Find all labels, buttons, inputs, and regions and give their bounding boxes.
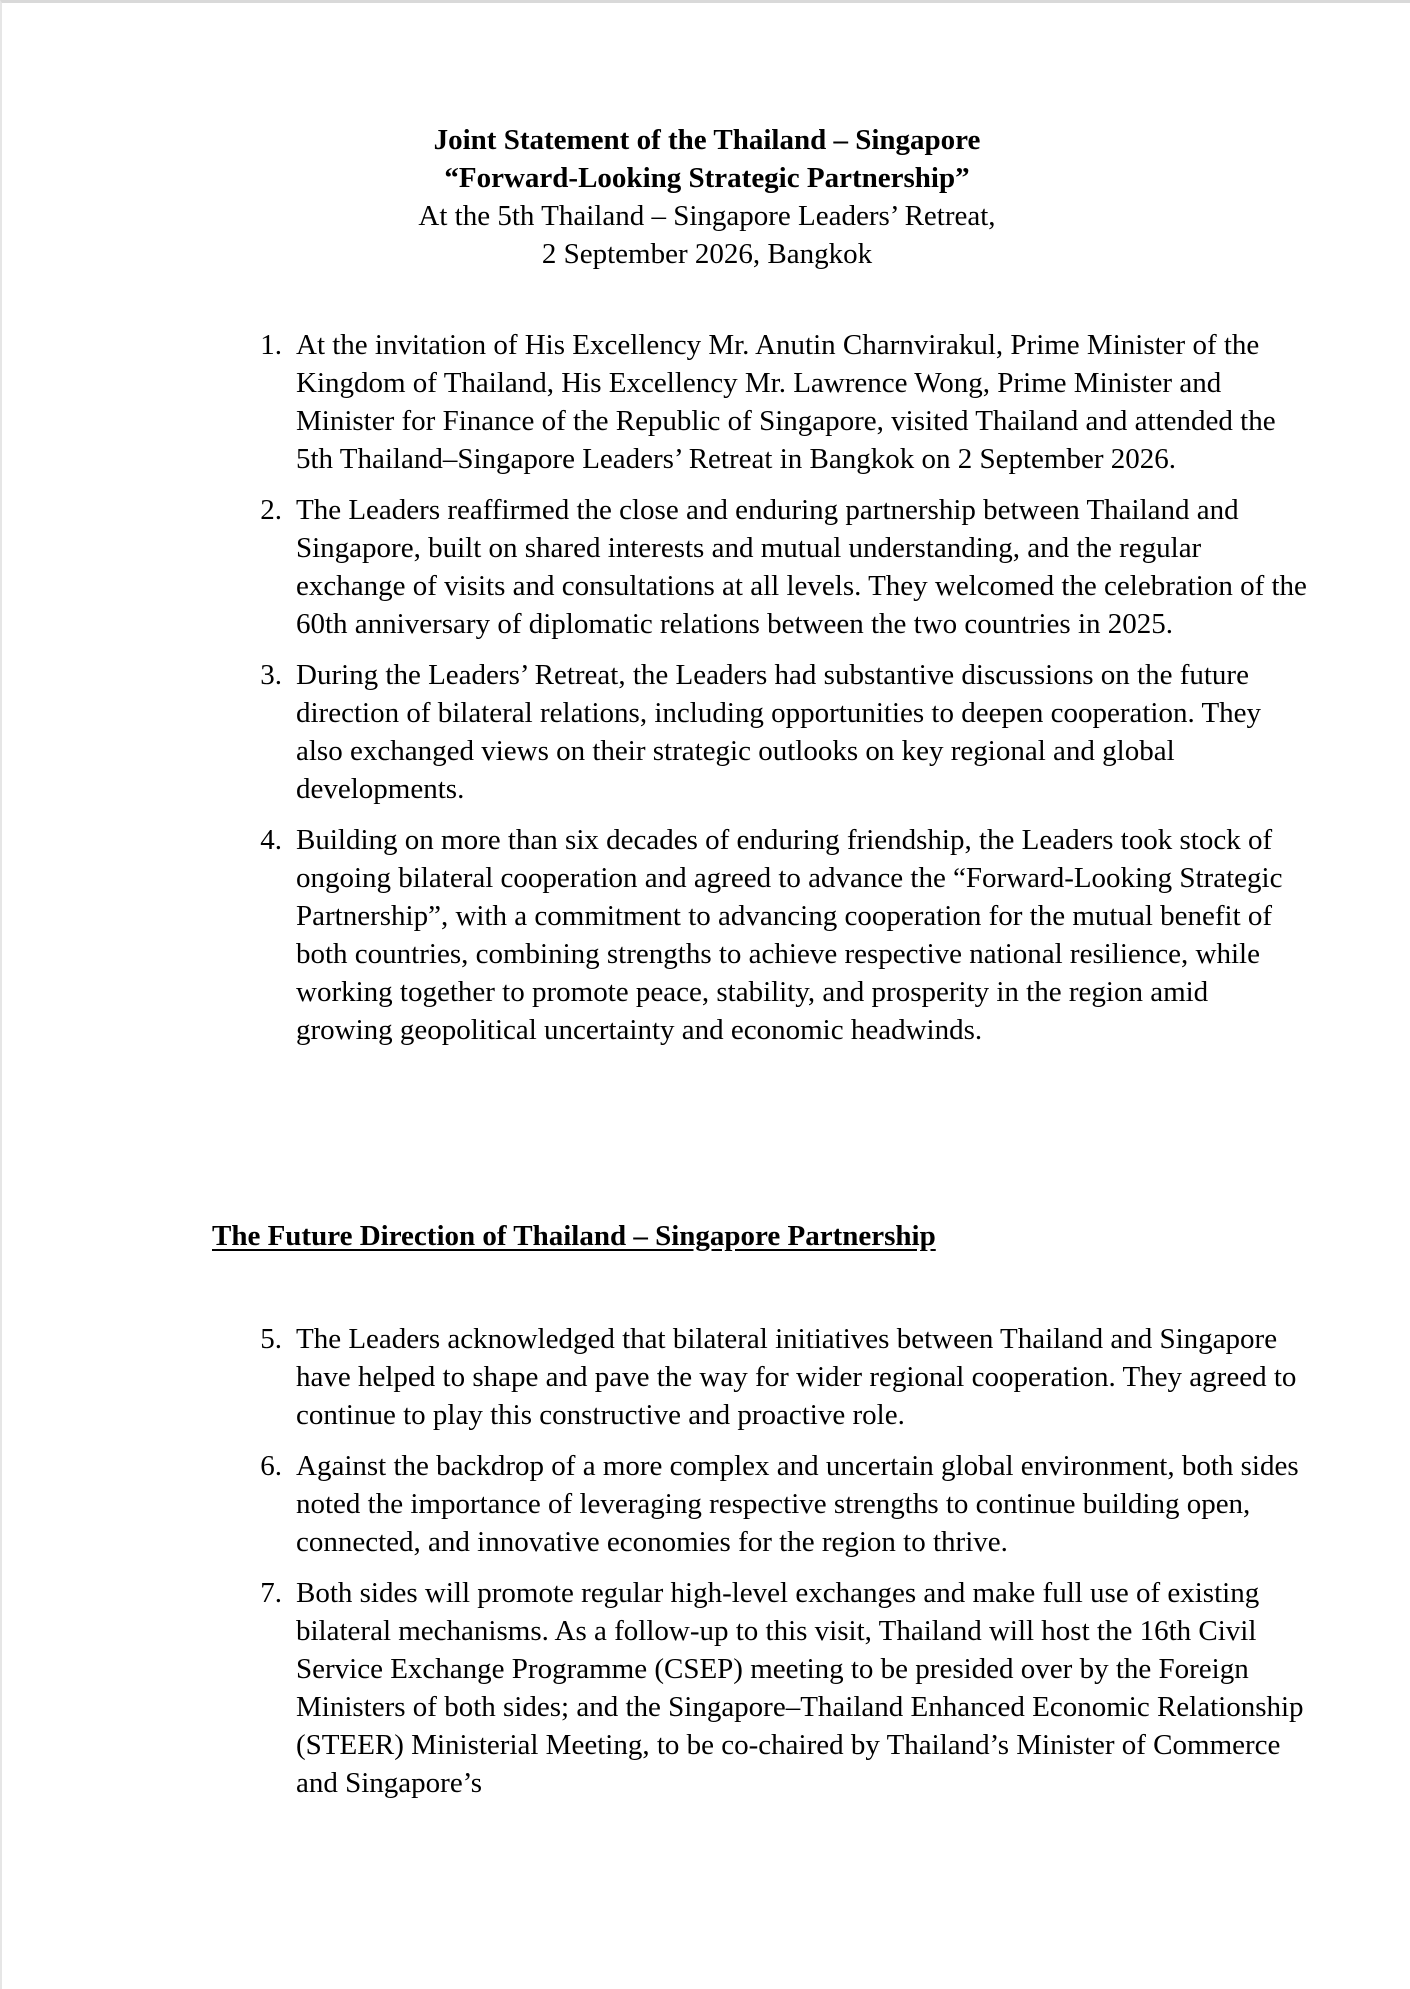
paragraph-number: 6.: [260, 1450, 282, 1482]
paragraph-number: 1.: [260, 329, 282, 361]
paragraph-text: During the Leaders’ Retreat, the Leaders had substantive discussions on the future direction of bilateral relations, including opportunities to deepen cooperation. They also exchanged views on their strategic outlooks on key regional and global developments.: [296, 659, 1262, 805]
paragraph-text: Building on more than six decades of enduring friendship, the Leaders took stock of ongoing bilateral cooperation and agreed to advance the “Forward-Looking Strategic Partnership”, with a commitment to advancing cooperation for the mutual benefit of both countries, combining strengths to achieve respective national resilience, while working together to promote peace, stability, and prosperity in the region amid growing geopolitical uncertainty and economic headwinds.: [296, 824, 1283, 1046]
paragraph-number: 2.: [260, 494, 282, 526]
section-heading: The Future Direction of Thailand – Singapore Partnership: [212, 1220, 936, 1252]
numbered-paragraphs-part-2: [242, 1320, 1312, 1815]
paragraph-item: [242, 1447, 1312, 1561]
title-line-3: At the 5th Thailand – Singapore Leaders’ Retreat,: [418, 200, 996, 232]
paragraph-number: 3.: [260, 659, 282, 691]
numbered-paragraphs-part-1: [242, 326, 1312, 1062]
paragraph-item: [242, 491, 1312, 643]
paragraph-item: [242, 821, 1312, 1049]
paragraph-text: The Leaders acknowledged that bilateral initiatives between Thailand and Singapore have helped to shape and pave the way for wider regional cooperation. They agreed to continue to play this constructive and proactive role.: [296, 1323, 1297, 1431]
title-line-4: 2 September 2026, Bangkok: [541, 238, 873, 270]
paragraph-number: 5.: [260, 1323, 282, 1355]
paragraph-number: 4.: [260, 824, 282, 856]
paragraph-item: [242, 656, 1312, 808]
paragraph-item: [242, 1574, 1312, 1802]
title-line-2: “Forward-Looking Strategic Partnership”: [444, 162, 970, 194]
paragraph-item: [242, 326, 1312, 478]
paragraph-text: The Leaders reaffirmed the close and enduring partnership between Thailand and Singapore, built on shared interests and mutual understanding, and the regular exchange of visits and consultations at all levels. They welcomed the celebration of the 60th anniversary of diplomatic relations between the two countries in 2025.: [296, 494, 1307, 640]
paragraph-text: At the invitation of His Excellency Mr. Anutin Charnvirakul, Prime Minister of the Kingdom of Thailand, His Excellency Mr. Lawrence Wong, Prime Minister and Minister for Finance of the Republic of Singapore, visited Thailand and attended the 5th Thailand–Singapore Leaders’ Retreat in Bangkok on 2 September 2026.: [296, 329, 1276, 475]
title-line-1: Joint Statement of the Thailand – Singapore: [433, 124, 981, 156]
paragraph-text: Against the backdrop of a more complex and uncertain global environment, both sides noted the importance of leveraging respective strengths to continue building open, connected, and innovative economies for the region to thrive.: [296, 1450, 1299, 1558]
paragraph-item: [242, 1320, 1312, 1434]
paragraph-text: Both sides will promote regular high-level exchanges and make full use of existing bilateral mechanisms. As a follow-up to this visit, Thailand will host the 16th Civil Service Exchange Programme (CSEP) meeting to be presided over by the Foreign Ministers of both sides; and the Singapore–Thailand Enhanced Economic Relationship (STEER) Ministerial Meeting, to be co-chaired by Thailand’s Minister of Commerce and Singapore’s: [296, 1577, 1304, 1799]
document-title: [2, 121, 1410, 273]
paragraph-number: 7.: [260, 1577, 282, 1609]
